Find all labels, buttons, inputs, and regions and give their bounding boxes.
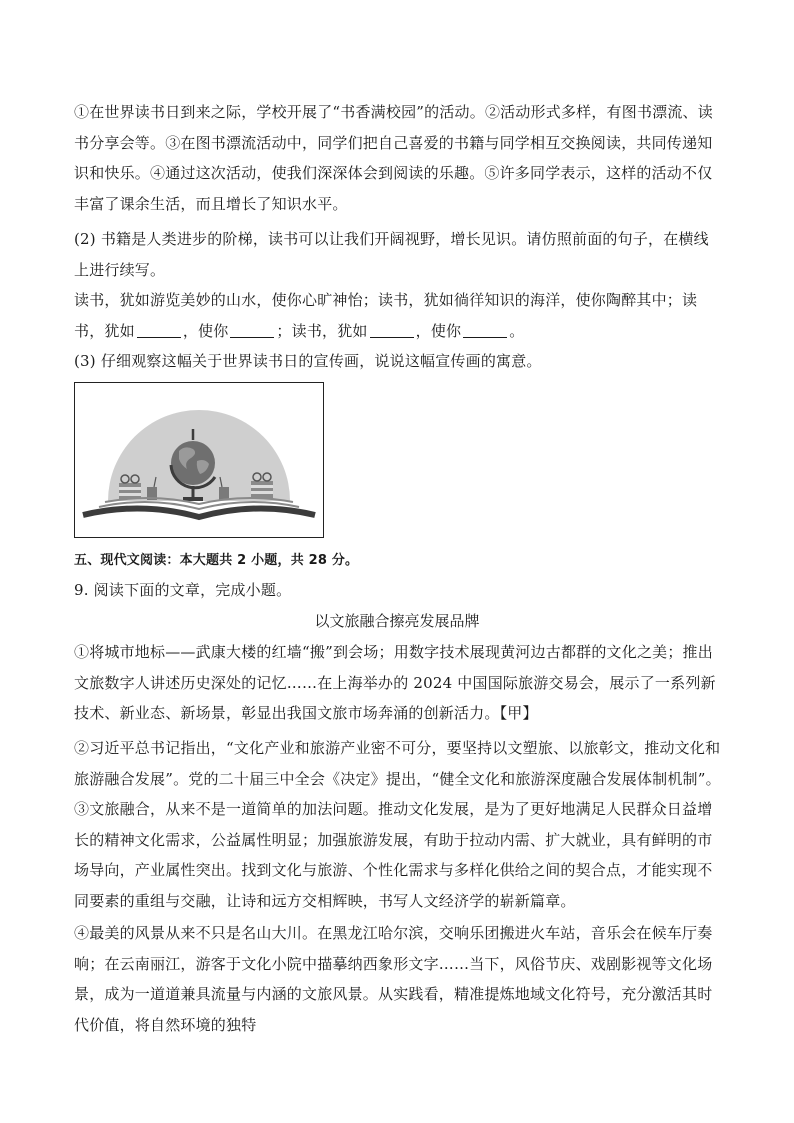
article-paragraph-2: ②习近平总书记指出，“文化产业和旅游产业密不可分，要坚持以文塑旅、以旅彰文，推动文化和旅游融合发展”。党的二十届三中全会《决定》提出，“健全文化和旅游深度融合发展体制机制”。 [74,739,721,788]
answer-blank[interactable] [463,323,507,338]
q8-2-mid2: ；读书，犹如 [276,321,368,340]
section-5-heading: 五、现代文阅读：本大题共 2 小题，共 28 分。 [74,553,359,568]
poster-illustration [75,383,322,536]
answer-blank[interactable] [137,323,181,338]
q8-2-mid3: ，使你 [415,321,462,340]
answer-blank[interactable] [230,323,274,338]
article-paragraph-4: ④最美的风景从来不只是名山大川。在黑龙江哈尔滨，交响乐团搬进火车站，音乐会在候车厅奏响；在云南丽江，游客于文化小院中描摹纳西象形文字……当下，风俗节庆、戏剧影视等文化场景，成为一道道兼具流量与内涵的文旅风景。从实践看，精准提炼地域文化符号，充分激活其时代价值，将自然环境的独特 [74,924,713,1034]
q8-2-sentence [74,285,722,346]
q8-2-line1: 读书，犹如游览美妙的山水，使你心旷神怡；读书，犹如徜徉知识的海洋，使你陶醉其中；读书，犹如 [74,291,698,340]
article-paragraph-1: ①将城市地标——武康大楼的红墙“搬”到会场；用数字技术展现黄河边古都群的文化之美；推出文旅数字人讲述历史深处的记忆……在上海举办的 2024 中国国际旅游交易会，展示了一系列新技术、新业态、新场景，彰显出我国文旅市场奔涌的创新活力。【甲】 [74,643,716,722]
article-paragraph-3: ③文旅融合，从来不是一道简单的加法问题。推动文化发展，是为了更好地满足人民群众日益增长的精神文化需求，公益属性明显；加强旅游发展，有助于拉动内需、扩大就业，具有鲜明的市场导向，产业属性突出。找到文化与旅游、个性化需求与多样化供给之间的契合点，才能实现不同要素的重组与交融，让诗和远方交相辉映，书写人文经济学的崭新篇章。 [74,800,713,910]
q8-2-prompt: (2) 书籍是人类进步的阶梯，读书可以让我们开阔视野，增长见识。请仿照前面的句子，在横线上进行续写。 [74,230,709,279]
answer-blank[interactable] [370,323,414,338]
q8-2-mid1: ，使你 [182,321,229,340]
q8-paragraph: ①在世界读书日到来之际，学校开展了“书香满校园”的活动。②活动形式多样，有图书漂流、读书分享会等。③在图书漂流活动中，同学们把自己喜爱的书籍与同学相互交换阅读，共同传递知识和快乐。④通过这次活动，使我们深深体会到阅读的乐趣。⑤许多同学表示，这样的活动不仅丰富了课余生活，而且增长了知识水平。 [74,103,713,213]
q8-2-end: 。 [509,321,525,340]
q9-intro: 9. 阅读下面的文章，完成小题。 [74,581,292,599]
reading-day-poster [74,382,324,538]
article-title: 以文旅融合擦亮发展品牌 [314,612,480,630]
q8-3-prompt: (3) 仔细观察这幅关于世界读书日的宣传画，说说这幅宣传画的寓意。 [74,352,542,370]
